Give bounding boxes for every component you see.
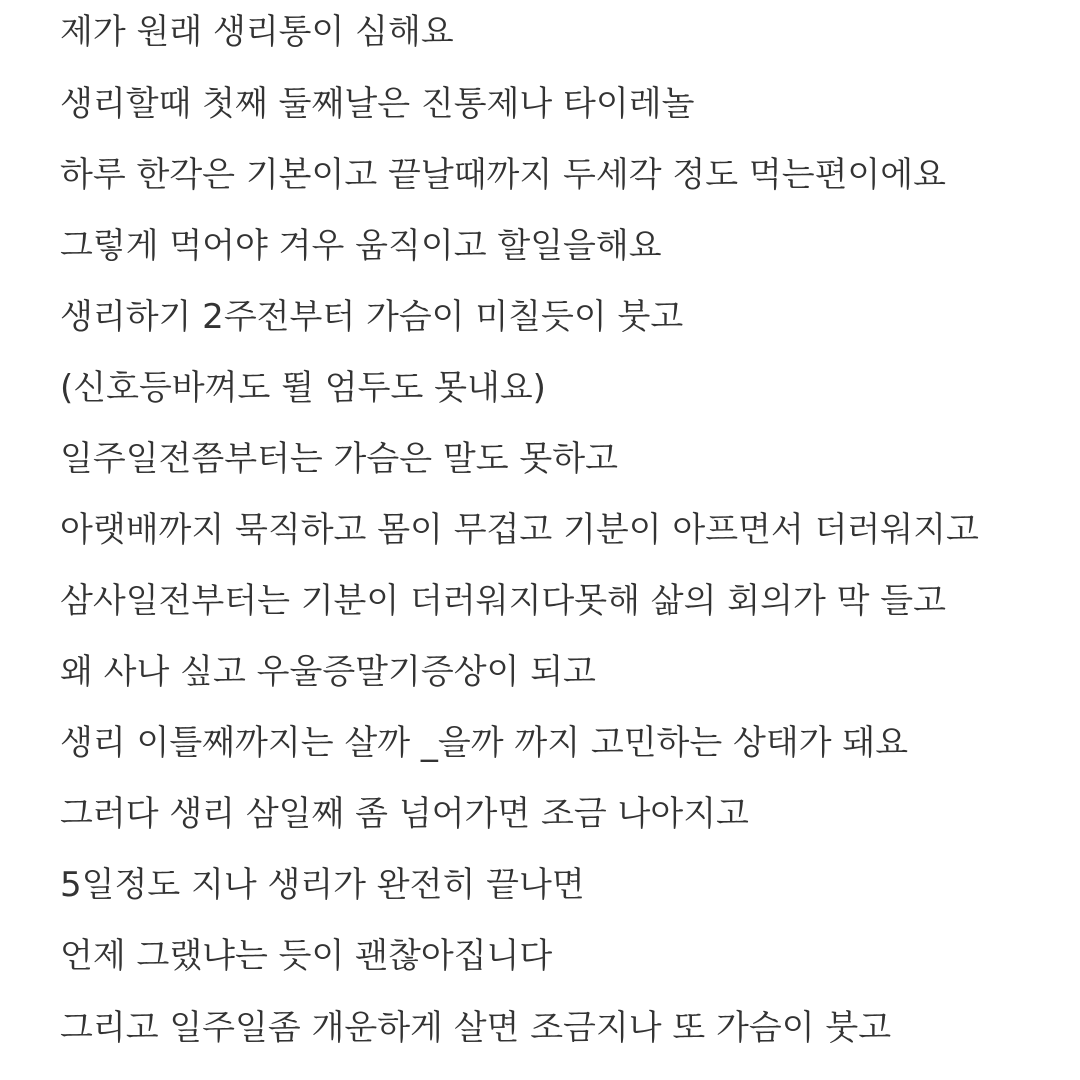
text-line: 그리고 일주일좀 개운하게 살면 조금지나 또 가슴이 붓고: [60, 1008, 892, 1048]
text-line: 생리할때 첫째 둘째날은 진통제나 타이레놀: [60, 84, 695, 124]
text-line: 5일정도 지나 생리가 완전히 끝나면: [60, 865, 585, 905]
text-line: 생리 이틀째까지는 살까 _을까 까지 고민하는 상태가 돼요: [60, 723, 909, 763]
text-line: 생리하기 2주전부터 가슴이 미칠듯이 붓고: [60, 297, 684, 337]
text-line: 그러다 생리 삼일째 좀 넘어가면 조금 나아지고: [60, 794, 749, 834]
text-line: 아랫배까지 묵직하고 몸이 무겁고 기분이 아프면서 더러워지고: [60, 510, 979, 550]
text-line: 일주일전쯤부터는 가슴은 말도 못하고: [60, 439, 618, 479]
text-line: 하루 한각은 기본이고 끝날때까지 두세각 정도 먹는편이에요: [60, 155, 946, 195]
text-line: 삼사일전부터는 기분이 더러워지다못해 삶의 회의가 막 들고: [60, 581, 946, 621]
text-line: 제가 원래 생리통이 심해요: [60, 12, 454, 52]
text-line: 왜 사나 싶고 우울증말기증상이 되고: [60, 652, 596, 692]
text-line: 언제 그랬냐는 듯이 괜찮아집니다: [60, 936, 553, 976]
text-line: (신호등바껴도 뛸 엄두도 못내요): [60, 368, 546, 408]
text-line: 그렇게 먹어야 겨우 움직이고 할일을해요: [60, 226, 662, 266]
